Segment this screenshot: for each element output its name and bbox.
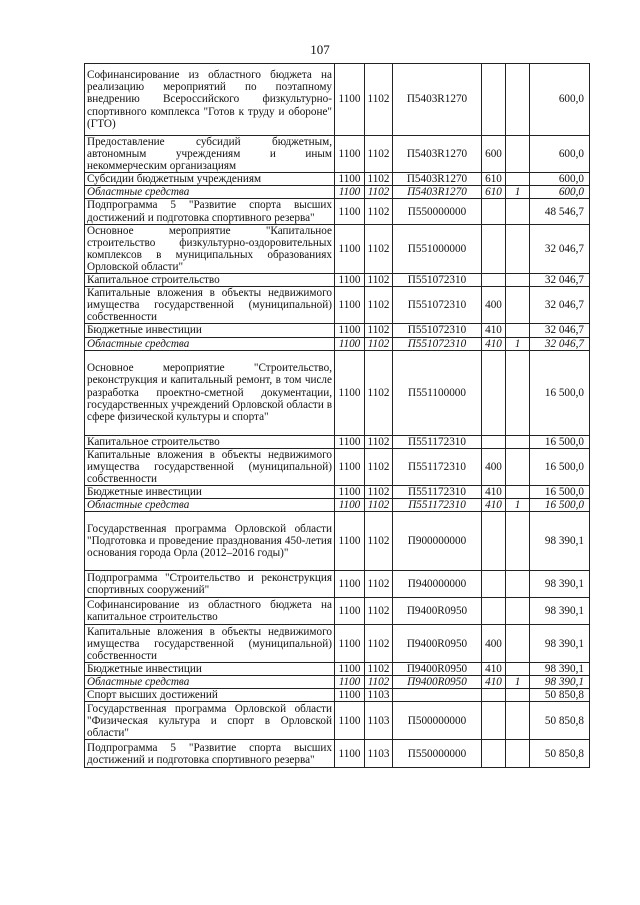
row-name: Капитальное строительство (85, 435, 335, 448)
source-code (506, 448, 530, 485)
table-row (85, 435, 590, 448)
expense-type-code (482, 740, 506, 768)
target-article-code: П551172310 (393, 435, 482, 448)
source-code (506, 173, 530, 186)
section-code: 1100 (335, 136, 365, 173)
table-row (85, 663, 590, 676)
target-article-code: П9400R0950 (393, 625, 482, 663)
source-code (506, 512, 530, 571)
table-row (85, 287, 590, 324)
expense-type-code: 410 (482, 324, 506, 337)
target-article-code: П900000000 (393, 512, 482, 571)
amount: 16 500,0 (530, 350, 590, 435)
subsection-code: 1102 (365, 350, 393, 435)
section-code: 1100 (335, 324, 365, 337)
subsection-code: 1102 (365, 571, 393, 598)
target-article-code: П9400R0950 (393, 598, 482, 625)
section-code: 1100 (335, 186, 365, 199)
section-code: 1100 (335, 337, 365, 350)
target-article-code: П940000000 (393, 571, 482, 598)
source-code: 1 (506, 337, 530, 350)
source-code (506, 274, 530, 287)
section-code: 1100 (335, 350, 365, 435)
target-article-code: П551072310 (393, 274, 482, 287)
subsection-code: 1102 (365, 287, 393, 324)
target-article-code: П550000000 (393, 199, 482, 224)
target-article-code: П5403R1270 (393, 186, 482, 199)
expense-type-code: 400 (482, 287, 506, 324)
target-article-code: П551072310 (393, 337, 482, 350)
section-code: 1100 (335, 598, 365, 625)
table-row (85, 350, 590, 435)
target-article-code: П550000000 (393, 740, 482, 768)
source-code (506, 689, 530, 702)
expense-type-code (482, 689, 506, 702)
amount: 32 046,7 (530, 287, 590, 324)
table-row (85, 274, 590, 287)
section-code: 1100 (335, 625, 365, 663)
target-article-code: П9400R0950 (393, 676, 482, 689)
amount: 600,0 (530, 64, 590, 136)
target-article-code: П551000000 (393, 224, 482, 273)
target-article-code: П551172310 (393, 448, 482, 485)
section-code: 1100 (335, 499, 365, 512)
amount: 600,0 (530, 173, 590, 186)
section-code: 1100 (335, 702, 365, 740)
expense-type-code: 400 (482, 625, 506, 663)
source-code (506, 64, 530, 136)
table-row (85, 324, 590, 337)
source-code (506, 435, 530, 448)
table-row (85, 173, 590, 186)
amount: 32 046,7 (530, 324, 590, 337)
amount: 50 850,8 (530, 689, 590, 702)
source-code (506, 740, 530, 768)
amount: 98 390,1 (530, 676, 590, 689)
subsection-code: 1102 (365, 499, 393, 512)
row-name: Предоставление субсидий бюджетным, автономным учреждениям и иным некоммерческим организациям (85, 136, 335, 173)
subsection-code: 1102 (365, 485, 393, 498)
subsection-code: 1102 (365, 448, 393, 485)
section-code: 1100 (335, 485, 365, 498)
row-name: Софинансирование из областного бюджета на реализацию мероприятий по поэтапному внедрению Всероссийского физкультурно-спортивного комплекса "Готов к труду и обороне" (ГТО) (85, 64, 335, 136)
amount: 600,0 (530, 186, 590, 199)
source-code: 1 (506, 676, 530, 689)
amount: 16 500,0 (530, 485, 590, 498)
amount: 98 390,1 (530, 625, 590, 663)
page-number: 107 (310, 42, 330, 57)
amount: 16 500,0 (530, 448, 590, 485)
expense-type-code (482, 571, 506, 598)
expense-type-code: 400 (482, 448, 506, 485)
target-article-code: П551172310 (393, 499, 482, 512)
target-article-code: П5403R1270 (393, 64, 482, 136)
section-code: 1100 (335, 224, 365, 273)
row-name: Капитальное строительство (85, 274, 335, 287)
amount: 16 500,0 (530, 499, 590, 512)
expense-type-code: 410 (482, 337, 506, 350)
subsection-code: 1103 (365, 740, 393, 768)
row-name: Капитальные вложения в объекты недвижимого имущества государственной (муниципальной) собственности (85, 287, 335, 324)
amount: 16 500,0 (530, 435, 590, 448)
subsection-code: 1102 (365, 224, 393, 273)
amount: 98 390,1 (530, 512, 590, 571)
source-code (506, 485, 530, 498)
row-name: Подпрограмма "Строительство и реконструкция спортивных сооружений" (85, 571, 335, 598)
expense-type-code: 600 (482, 136, 506, 173)
table-row (85, 448, 590, 485)
target-article-code (393, 689, 482, 702)
subsection-code: 1102 (365, 199, 393, 224)
expense-type-code (482, 199, 506, 224)
subsection-code: 1102 (365, 676, 393, 689)
row-name: Бюджетные инвестиции (85, 663, 335, 676)
row-name: Подпрограмма 5 "Развитие спорта высших достижений и подготовка спортивного резерва" (85, 740, 335, 768)
table-row (85, 337, 590, 350)
table-row (85, 625, 590, 663)
source-code (506, 287, 530, 324)
amount: 50 850,8 (530, 740, 590, 768)
section-code: 1100 (335, 740, 365, 768)
expense-type-code: 610 (482, 186, 506, 199)
row-name: Областные средства (85, 676, 335, 689)
source-code (506, 350, 530, 435)
expense-type-code (482, 435, 506, 448)
subsection-code: 1102 (365, 435, 393, 448)
section-code: 1100 (335, 663, 365, 676)
target-article-code: П9400R0950 (393, 663, 482, 676)
subsection-code: 1102 (365, 337, 393, 350)
table-row (85, 676, 590, 689)
table-row (85, 186, 590, 199)
subsection-code: 1102 (365, 625, 393, 663)
source-code (506, 598, 530, 625)
target-article-code: П5403R1270 (393, 136, 482, 173)
section-code: 1100 (335, 676, 365, 689)
subsection-code: 1102 (365, 136, 393, 173)
subsection-code: 1102 (365, 663, 393, 676)
expense-type-code (482, 350, 506, 435)
source-code: 1 (506, 186, 530, 199)
expense-type-code (482, 702, 506, 740)
subsection-code: 1102 (365, 512, 393, 571)
amount: 98 390,1 (530, 663, 590, 676)
section-code: 1100 (335, 287, 365, 324)
row-name: Областные средства (85, 186, 335, 199)
table-row (85, 64, 590, 136)
amount: 32 046,7 (530, 274, 590, 287)
target-article-code: П551072310 (393, 324, 482, 337)
subsection-code: 1102 (365, 64, 393, 136)
amount: 50 850,8 (530, 702, 590, 740)
section-code: 1100 (335, 571, 365, 598)
table-row (85, 199, 590, 224)
amount: 600,0 (530, 136, 590, 173)
row-name: Бюджетные инвестиции (85, 324, 335, 337)
amount: 32 046,7 (530, 337, 590, 350)
expense-type-code (482, 512, 506, 571)
expense-type-code (482, 224, 506, 273)
row-name: Подпрограмма 5 "Развитие спорта высших достижений и подготовка спортивного резерва" (85, 199, 335, 224)
table-row (85, 224, 590, 273)
expense-type-code: 410 (482, 485, 506, 498)
source-code (506, 199, 530, 224)
target-article-code: П551100000 (393, 350, 482, 435)
expense-type-code: 410 (482, 499, 506, 512)
source-code (506, 136, 530, 173)
section-code: 1100 (335, 435, 365, 448)
table-row (85, 598, 590, 625)
source-code (506, 663, 530, 676)
expense-type-code: 610 (482, 173, 506, 186)
row-name: Бюджетные инвестиции (85, 485, 335, 498)
target-article-code: П551072310 (393, 287, 482, 324)
source-code (506, 324, 530, 337)
target-article-code: П551172310 (393, 485, 482, 498)
expense-type-code (482, 274, 506, 287)
row-name: Спорт высших достижений (85, 689, 335, 702)
subsection-code: 1102 (365, 274, 393, 287)
subsection-code: 1102 (365, 173, 393, 186)
row-name: Основное мероприятие "Строительство, реконструкция и капитальный ремонт, в том числе разработка проектно-сметной документации, государственных учреждений Орловской области в сфере физической культуры и спорта" (85, 350, 335, 435)
table-row (85, 512, 590, 571)
source-code (506, 702, 530, 740)
expense-type-code (482, 598, 506, 625)
row-name: Капитальные вложения в объекты недвижимого имущества государственной (муниципальной) собственности (85, 448, 335, 485)
section-code: 1100 (335, 199, 365, 224)
table-row (85, 702, 590, 740)
table-row (85, 499, 590, 512)
row-name: Областные средства (85, 499, 335, 512)
expense-type-code: 410 (482, 663, 506, 676)
section-code: 1100 (335, 173, 365, 186)
subsection-code: 1103 (365, 689, 393, 702)
row-name: Государственная программа Орловской области "Подготовка и проведение празднования 450-летия основания города Орла (2012–2016 годы)" (85, 512, 335, 571)
row-name: Софинансирование из областного бюджета на капитальное строительство (85, 598, 335, 625)
subsection-code: 1102 (365, 598, 393, 625)
section-code: 1100 (335, 512, 365, 571)
source-code (506, 571, 530, 598)
source-code (506, 224, 530, 273)
row-name: Областные средства (85, 337, 335, 350)
source-code: 1 (506, 499, 530, 512)
table-row (85, 689, 590, 702)
table-row (85, 136, 590, 173)
subsection-code: 1102 (365, 186, 393, 199)
target-article-code: П500000000 (393, 702, 482, 740)
amount: 98 390,1 (530, 598, 590, 625)
section-code: 1100 (335, 274, 365, 287)
expense-type-code (482, 64, 506, 136)
amount: 32 046,7 (530, 224, 590, 273)
section-code: 1100 (335, 448, 365, 485)
row-name: Субсидии бюджетным учреждениям (85, 173, 335, 186)
row-name: Государственная программа Орловской области "Физическая культура и спорт в Орловской области" (85, 702, 335, 740)
table-row (85, 740, 590, 768)
amount: 98 390,1 (530, 571, 590, 598)
row-name: Капитальные вложения в объекты недвижимого имущества государственной (муниципальной) собственности (85, 625, 335, 663)
subsection-code: 1103 (365, 702, 393, 740)
subsection-code: 1102 (365, 324, 393, 337)
target-article-code: П5403R1270 (393, 173, 482, 186)
section-code: 1100 (335, 689, 365, 702)
table-row (85, 485, 590, 498)
section-code: 1100 (335, 64, 365, 136)
row-name: Основное мероприятие "Капитальное строительство физкультурно-оздоровительных комплексов в муниципальных образованиях Орловской области" (85, 224, 335, 273)
table-row (85, 571, 590, 598)
source-code (506, 625, 530, 663)
budget-table (84, 63, 590, 768)
expense-type-code: 410 (482, 676, 506, 689)
amount: 48 546,7 (530, 199, 590, 224)
